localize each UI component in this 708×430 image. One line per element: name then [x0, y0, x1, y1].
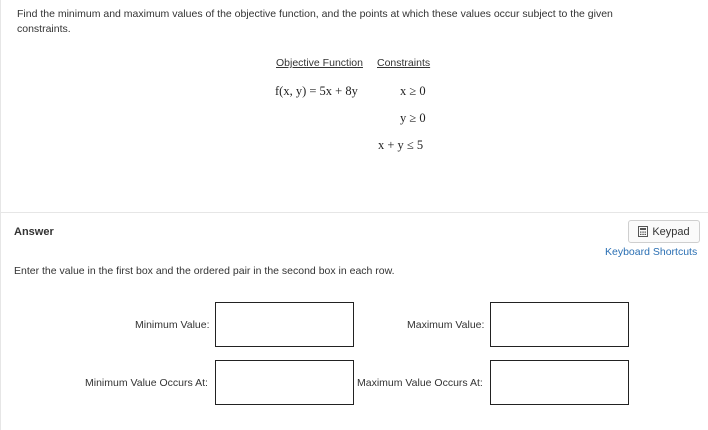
min-value-input[interactable]	[215, 302, 354, 347]
calculator-icon	[638, 226, 648, 237]
max-point-label: Maximum Value Occurs At:	[357, 377, 483, 389]
keypad-button[interactable]	[628, 220, 700, 243]
answer-panel	[0, 213, 708, 430]
constraint-x: x ≥ 0	[400, 84, 426, 98]
objective-function-header: Objective Function	[276, 57, 363, 69]
constraint-sum: x + y ≤ 5	[378, 138, 424, 152]
min-point-label: Minimum Value Occurs At:	[85, 377, 208, 389]
answer-instruction: Enter the value in the first box and the ordered pair in the second box in each row.	[14, 265, 395, 277]
question-prompt: Find the minimum and maximum values of the objective function, and the points at which these values occur subject to the given constraints.	[17, 8, 613, 35]
objective-function: f(x, y) = 5x + 8y	[275, 84, 358, 98]
answer-label: Answer	[14, 226, 54, 238]
max-value-label: Maximum Value:	[407, 319, 485, 331]
min-value-label: Minimum Value:	[135, 319, 210, 331]
constraints-header: Constraints	[377, 57, 431, 69]
keypad-label: Keypad	[652, 225, 690, 238]
question-panel	[0, 0, 708, 212]
max-point-input[interactable]	[490, 360, 629, 405]
keyboard-shortcuts-link[interactable]: Keyboard Shortcuts	[605, 246, 698, 258]
min-point-input[interactable]	[215, 360, 354, 405]
max-value-input[interactable]	[490, 302, 629, 347]
constraint-y: y ≥ 0	[400, 111, 426, 125]
